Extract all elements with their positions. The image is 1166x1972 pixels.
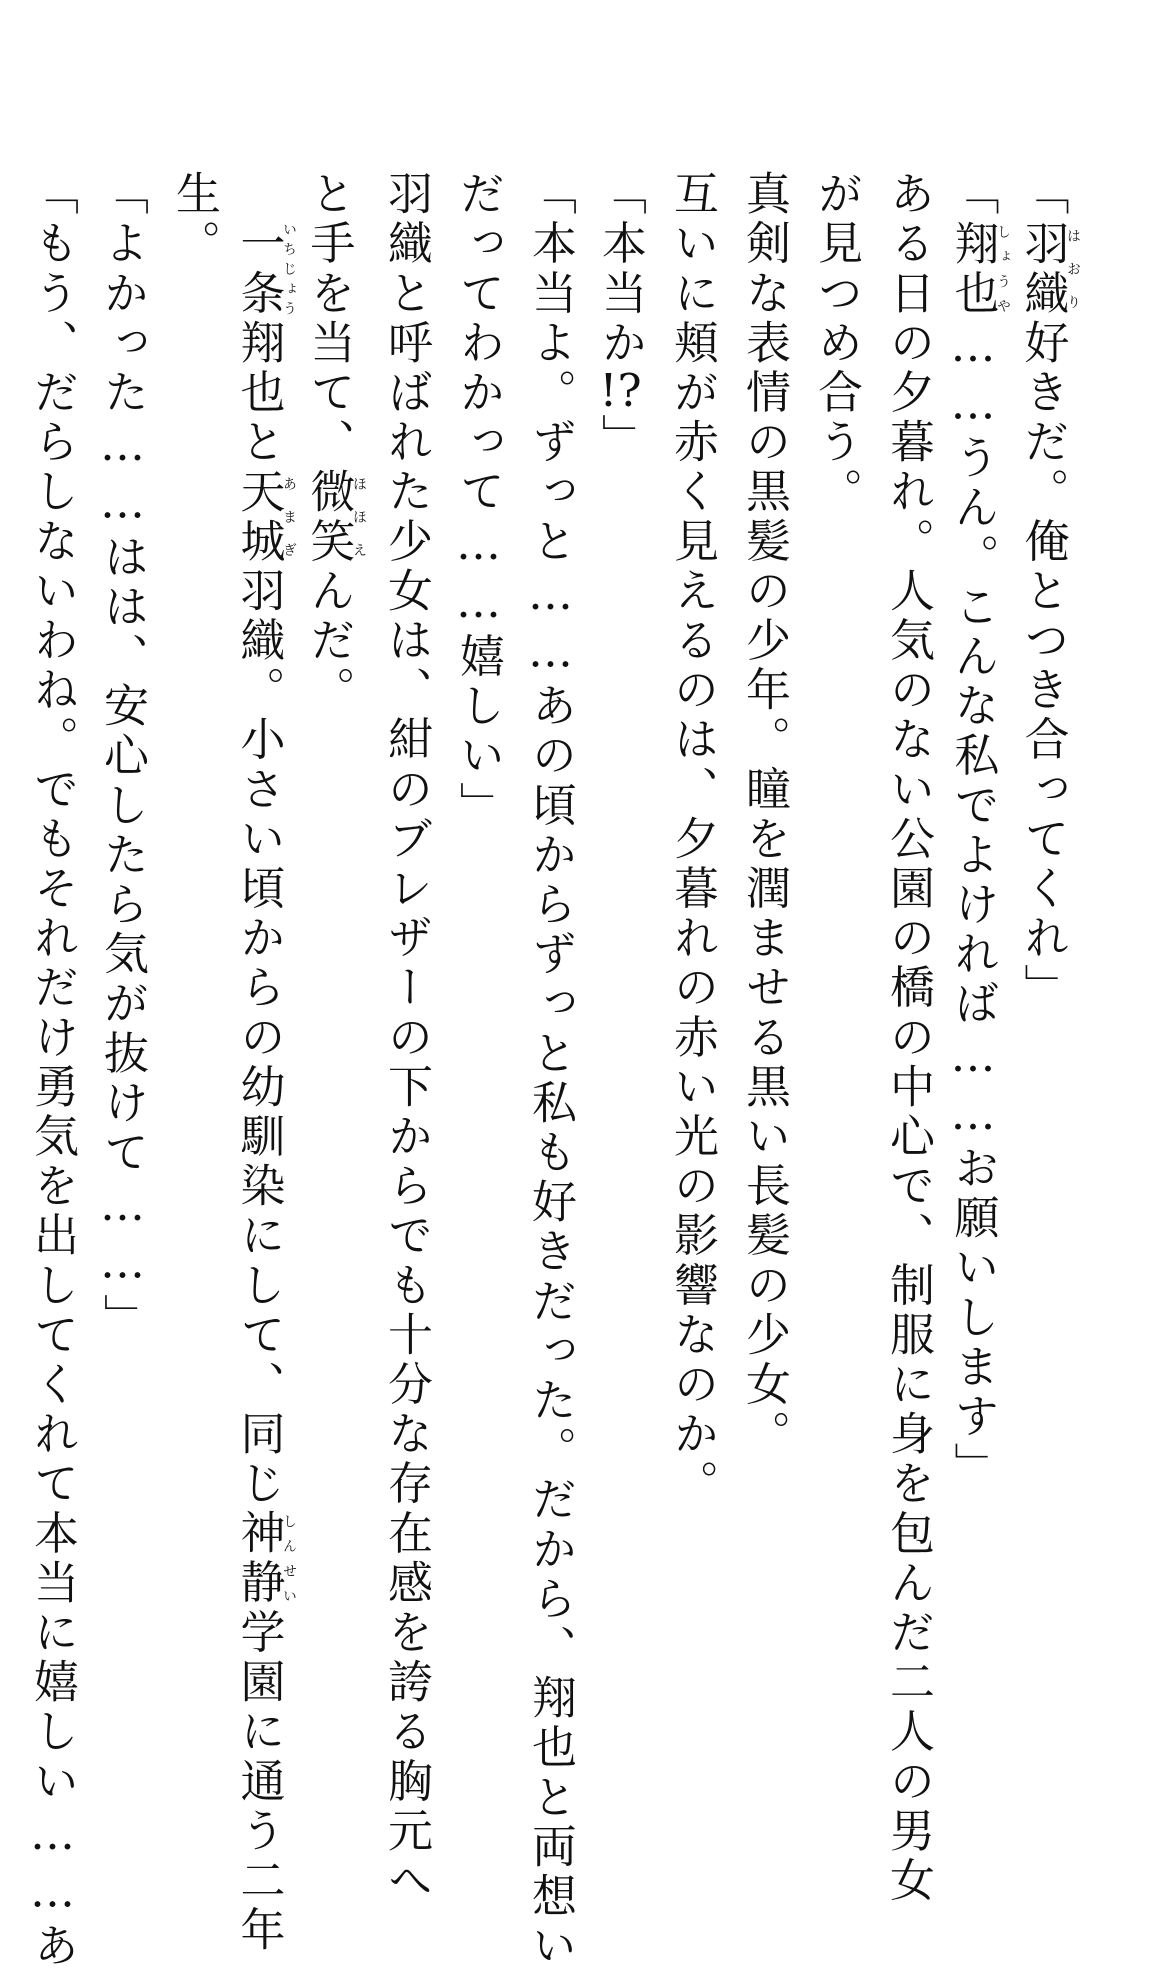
text-segment: 「本当よ。ずっと……あの頃からずっと私も好きだった。だから、翔也と両想い: [524, 170, 577, 1972]
text-column: [22, 170, 82, 1972]
furigana-reading: ほほえ: [351, 467, 367, 567]
text-segment: 羽織と呼ばれた少女は、紺のブレザーの下からでも十分な存在感を誇る胸元へ: [380, 170, 433, 1906]
furigana-reading: しょうや: [995, 219, 1011, 319]
text-segment: 「本当か: [594, 170, 647, 369]
text-segment: ……うん。こんな私でよければ……お願いします」: [946, 318, 1000, 1492]
text-segment: 羽織。小さい頃からの幼馴染にして、同じ: [232, 566, 286, 1510]
text-column: [1016, 170, 1081, 1610]
furigana-reading: いちじょう: [281, 219, 297, 319]
text-column: [302, 170, 367, 1610]
text-column: [92, 170, 152, 1610]
text-segment: だってわかって……嬉しい」: [452, 170, 505, 831]
text-column: [878, 170, 938, 1906]
text-segment: 翔也と: [232, 318, 286, 468]
text-segment: 学園に通う二年: [232, 1608, 286, 1956]
text-segment: 」: [594, 413, 647, 464]
ruby-base-text: 微笑: [302, 467, 356, 567]
text-segment: んだ。: [302, 566, 356, 716]
text-column: [376, 170, 436, 1906]
ruby-base-text: 天城: [232, 467, 286, 567]
text-segment: 「よかった……はは、安心したら気が抜けて……」: [96, 170, 149, 1343]
text-segment: 好きだ。俺とつき合ってくれ」: [1016, 318, 1070, 1014]
ruby-annotated-word: [232, 467, 297, 567]
ruby-annotated-word: [1016, 219, 1081, 319]
text-segment: と手を当て、: [302, 170, 356, 468]
ruby-annotated-word: [232, 219, 297, 319]
text-column: [734, 170, 794, 1610]
text-segment: 生。: [168, 170, 221, 270]
text-segment: が見つめ合う。: [810, 170, 863, 518]
text-segment: 互いに頬が赤く見えるのは、夕暮れの赤い光の影響なのか。: [666, 170, 719, 1510]
text-column: [520, 170, 580, 1972]
ruby-base-text: 羽織: [1016, 219, 1070, 319]
text-column: [448, 170, 508, 1610]
text-segment: ある日の夕暮れ。人気のない公園の橋の中心で、制服に身を包んだ二人の男女: [882, 170, 935, 1906]
ruby-annotated-word: [302, 467, 367, 567]
text-column: [590, 170, 650, 1610]
furigana-reading: あまぎ: [281, 467, 297, 567]
ruby-base-text: 翔也: [946, 219, 1000, 319]
text-column: [946, 170, 1011, 1610]
ruby-base-text: 一条: [232, 219, 286, 319]
text-segment: 「: [1016, 170, 1070, 220]
text-column: [662, 170, 722, 1610]
ruby-annotated-word: [232, 1509, 297, 1609]
text-segment: 「: [946, 170, 1000, 220]
furigana-reading: しんせい: [281, 1509, 297, 1609]
text-column: [164, 170, 224, 1610]
furigana-reading: はおり: [1065, 219, 1081, 319]
text-segment: 「もう、だらしないわね。でもそれだけ勇気を出してくれて本当に嬉しい……あ: [26, 170, 79, 1972]
ruby-annotated-word: [946, 219, 1011, 319]
text-column: [806, 170, 866, 1610]
text-segment: 真剣な表情の黒髪の少年。瞳を潤ませる黒い長髪の少女。: [738, 170, 791, 1460]
ruby-base-text: 神静: [232, 1509, 286, 1609]
text-column: [232, 170, 297, 1956]
text-segment: [233, 170, 286, 220]
tate-chu-yoko-text: !?: [599, 368, 642, 414]
